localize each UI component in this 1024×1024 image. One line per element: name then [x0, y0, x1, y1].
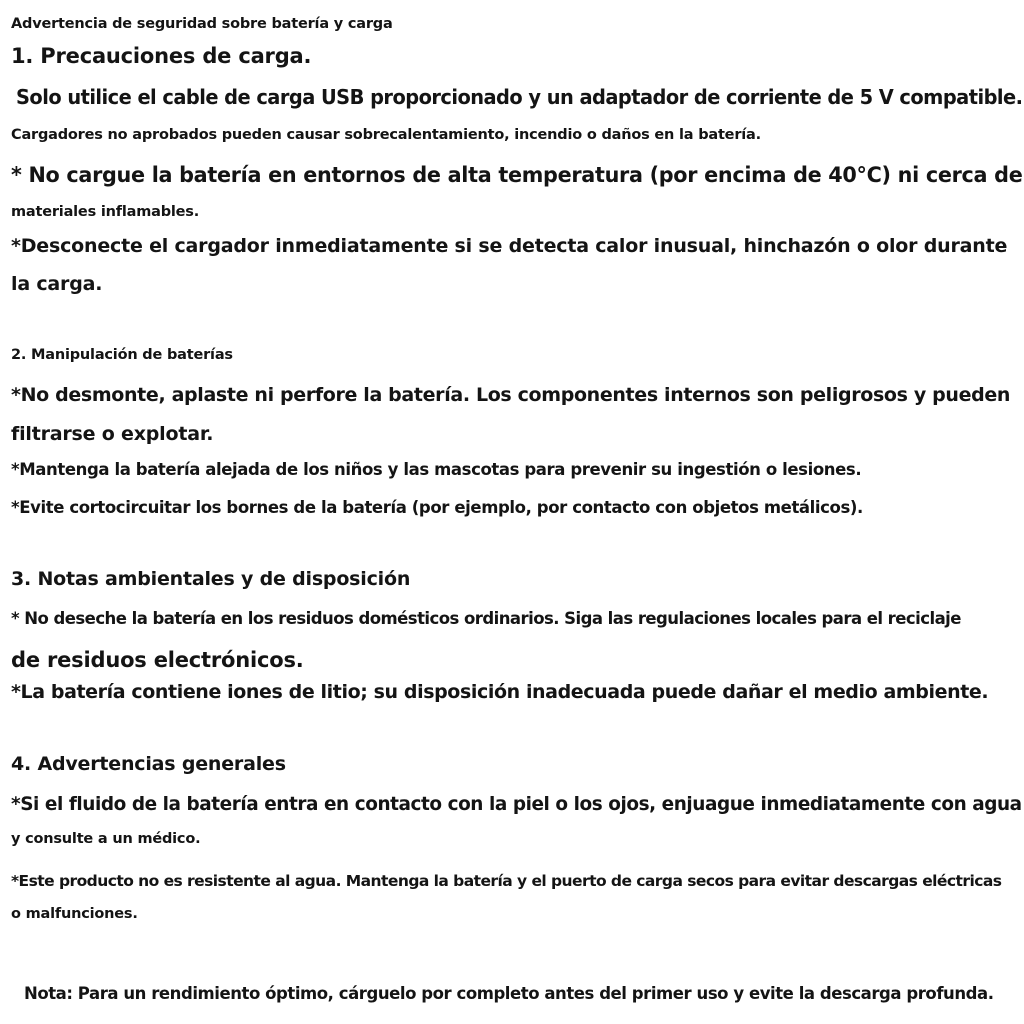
charging-line-2: Cargadores no aprobados pueden causar sobrecalentamiento, incendio o daños en la batería.	[11, 127, 761, 143]
environment-line-3: *La batería contiene iones de litio; su disposición inadecuada puede dañar el medio ambiente.	[11, 681, 989, 703]
general-line-1: *Si el fluido de la batería entra en contacto con la piel o los ojos, enjuague inmediatamente con agua	[11, 793, 1022, 815]
section-heading-environment: 3. Notas ambientales y de disposición	[11, 568, 411, 590]
handling-line-3: *Mantenga la batería alejada de los niños y las mascotas para prevenir su ingestión o lesiones.	[11, 460, 862, 479]
handling-line-1: *No desmonte, aplaste ni perfore la batería. Los componentes internos son peligrosos y pueden	[11, 384, 1011, 406]
charging-line-1: Solo utilice el cable de carga USB proporcionado y un adaptador de corriente de 5 V compatible.	[16, 85, 1023, 109]
general-line-2: y consulte a un médico.	[11, 831, 201, 847]
environment-line-1: * No deseche la batería en los residuos domésticos ordinarios. Siga las regulaciones locales para el reciclaje	[11, 609, 961, 628]
charging-line-5: *Desconecte el cargador inmediatamente si se detecta calor inusual, hinchazón o olor durante	[11, 235, 1008, 257]
general-line-3: *Este producto no es resistente al agua. Mantenga la batería y el puerto de carga secos para evitar descargas eléctricas	[11, 872, 1002, 890]
document-title: Advertencia de seguridad sobre batería y carga	[11, 16, 393, 32]
environment-line-2: de residuos electrónicos.	[11, 648, 304, 672]
charging-line-3: * No cargue la batería en entornos de alta temperatura (por encima de 40°C) ni cerca de	[11, 163, 1023, 187]
optimal-use-note: Nota: Para un rendimiento óptimo, cárguelo por completo antes del primer uso y evite la descarga profunda.	[24, 984, 994, 1003]
handling-line-2: filtrarse o explotar.	[11, 423, 214, 445]
charging-line-6: la carga.	[11, 273, 103, 295]
handling-line-4: *Evite cortocircuitar los bornes de la batería (por ejemplo, por contacto con objetos metálicos).	[11, 498, 863, 517]
general-line-4: o malfunciones.	[11, 906, 138, 922]
section-heading-charging: 1. Precauciones de carga.	[11, 44, 312, 68]
section-heading-general: 4. Advertencias generales	[11, 753, 286, 775]
section-heading-handling: 2. Manipulación de baterías	[11, 347, 233, 363]
charging-line-4: materiales inflamables.	[11, 204, 200, 220]
